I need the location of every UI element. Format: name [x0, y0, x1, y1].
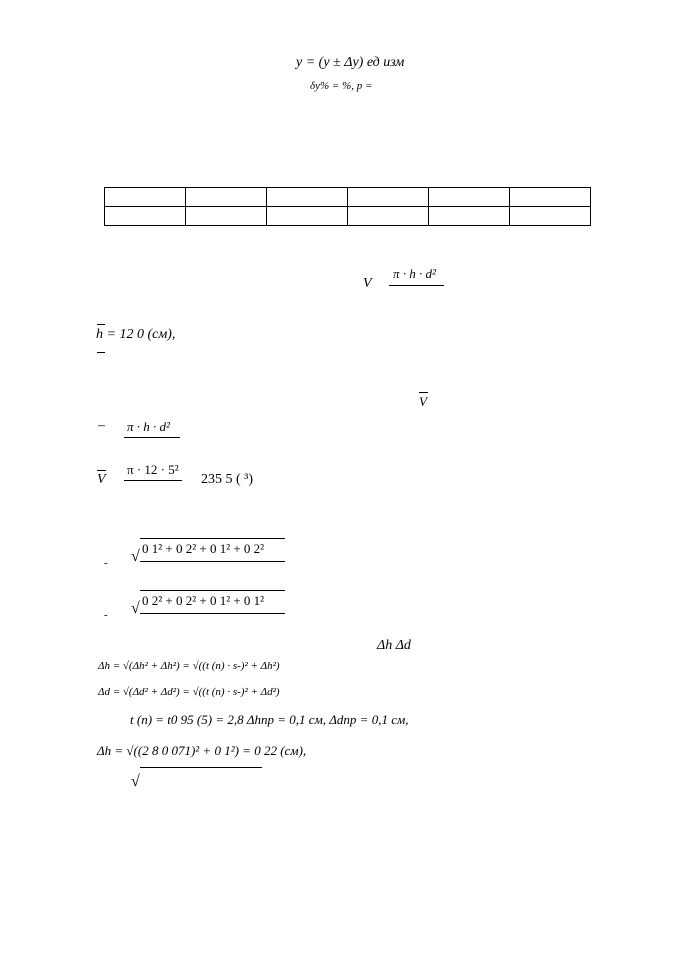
vcalc-lhs: V [97, 472, 106, 487]
table-cell [186, 207, 267, 226]
sqrt1-prefix: - [104, 557, 108, 569]
table-cell [429, 207, 510, 226]
h-overbar [97, 324, 105, 325]
eq-delta-h: Δh = √(Δh² + Δh²) = √((t (n) · s-)² + Δh²) [98, 660, 280, 672]
v-bar-label: V [419, 394, 427, 409]
deltas-label: Δh Δd [377, 638, 411, 653]
sqrt1-fraction-line [140, 561, 285, 562]
eq-delta-h-numeric: Δh = √((2 8 0 071)² + 0 1²) = 0 22 (см), [97, 743, 307, 758]
vcalc-overline [97, 470, 106, 471]
volume-lhs: V [363, 276, 372, 291]
table-cell [105, 207, 186, 226]
result-formula: y = (y ± Δy) ед изм [296, 55, 405, 70]
vmean-dash: – [98, 418, 105, 433]
table-cell [186, 188, 267, 207]
table-cell [267, 188, 348, 207]
empty-sqrt-sign: √ [131, 773, 140, 790]
volume-numerator: π · h · d² [393, 266, 436, 281]
vmean-fraction-line [124, 437, 180, 438]
table-cell [510, 188, 591, 207]
v-bar-overline [419, 392, 428, 393]
sqrt2-fraction-line [140, 613, 285, 614]
table-row [105, 207, 591, 226]
table-cell [267, 207, 348, 226]
vcalc-fraction-line [124, 480, 182, 481]
vcalc-numerator: π · 12 · 5² [127, 462, 179, 477]
table-cell [105, 188, 186, 207]
vcalc-result: 235 5 ( ³) [201, 472, 254, 487]
sqrt2-bar [140, 590, 285, 591]
sqrt2-sign: √ [131, 600, 140, 617]
vmean-numerator: π · h · d² [127, 419, 170, 434]
sqrt1-bar [140, 538, 285, 539]
sqrt1-sign: √ [131, 548, 140, 565]
h-underdash [97, 352, 105, 353]
eq-t-student: t (n) = t0 95 (5) = 2,8 Δhпр = 0,1 см, Δdпр = 0,1 см, [130, 712, 409, 727]
sqrt1-expr: 0 1² + 0 2² + 0 1² + 0 2² [142, 541, 265, 556]
empty-sqrt-bar [140, 767, 262, 768]
table-cell [348, 207, 429, 226]
relative-error-line: δy% = %, p = [310, 80, 373, 92]
table-cell [348, 188, 429, 207]
table-cell [510, 207, 591, 226]
eq-delta-d: Δd = √(Δd² + Δd²) = √((t (n) · s-)² + Δd²) [98, 686, 280, 698]
sqrt2-prefix: - [104, 609, 108, 621]
results-table [104, 187, 591, 226]
volume-fraction-line [389, 285, 444, 286]
table-row [105, 188, 591, 207]
table-cell [429, 188, 510, 207]
sqrt2-expr: 0 2² + 0 2² + 0 1² + 0 1² [142, 593, 265, 608]
h-mean: h = 12 0 (см), [96, 327, 176, 342]
